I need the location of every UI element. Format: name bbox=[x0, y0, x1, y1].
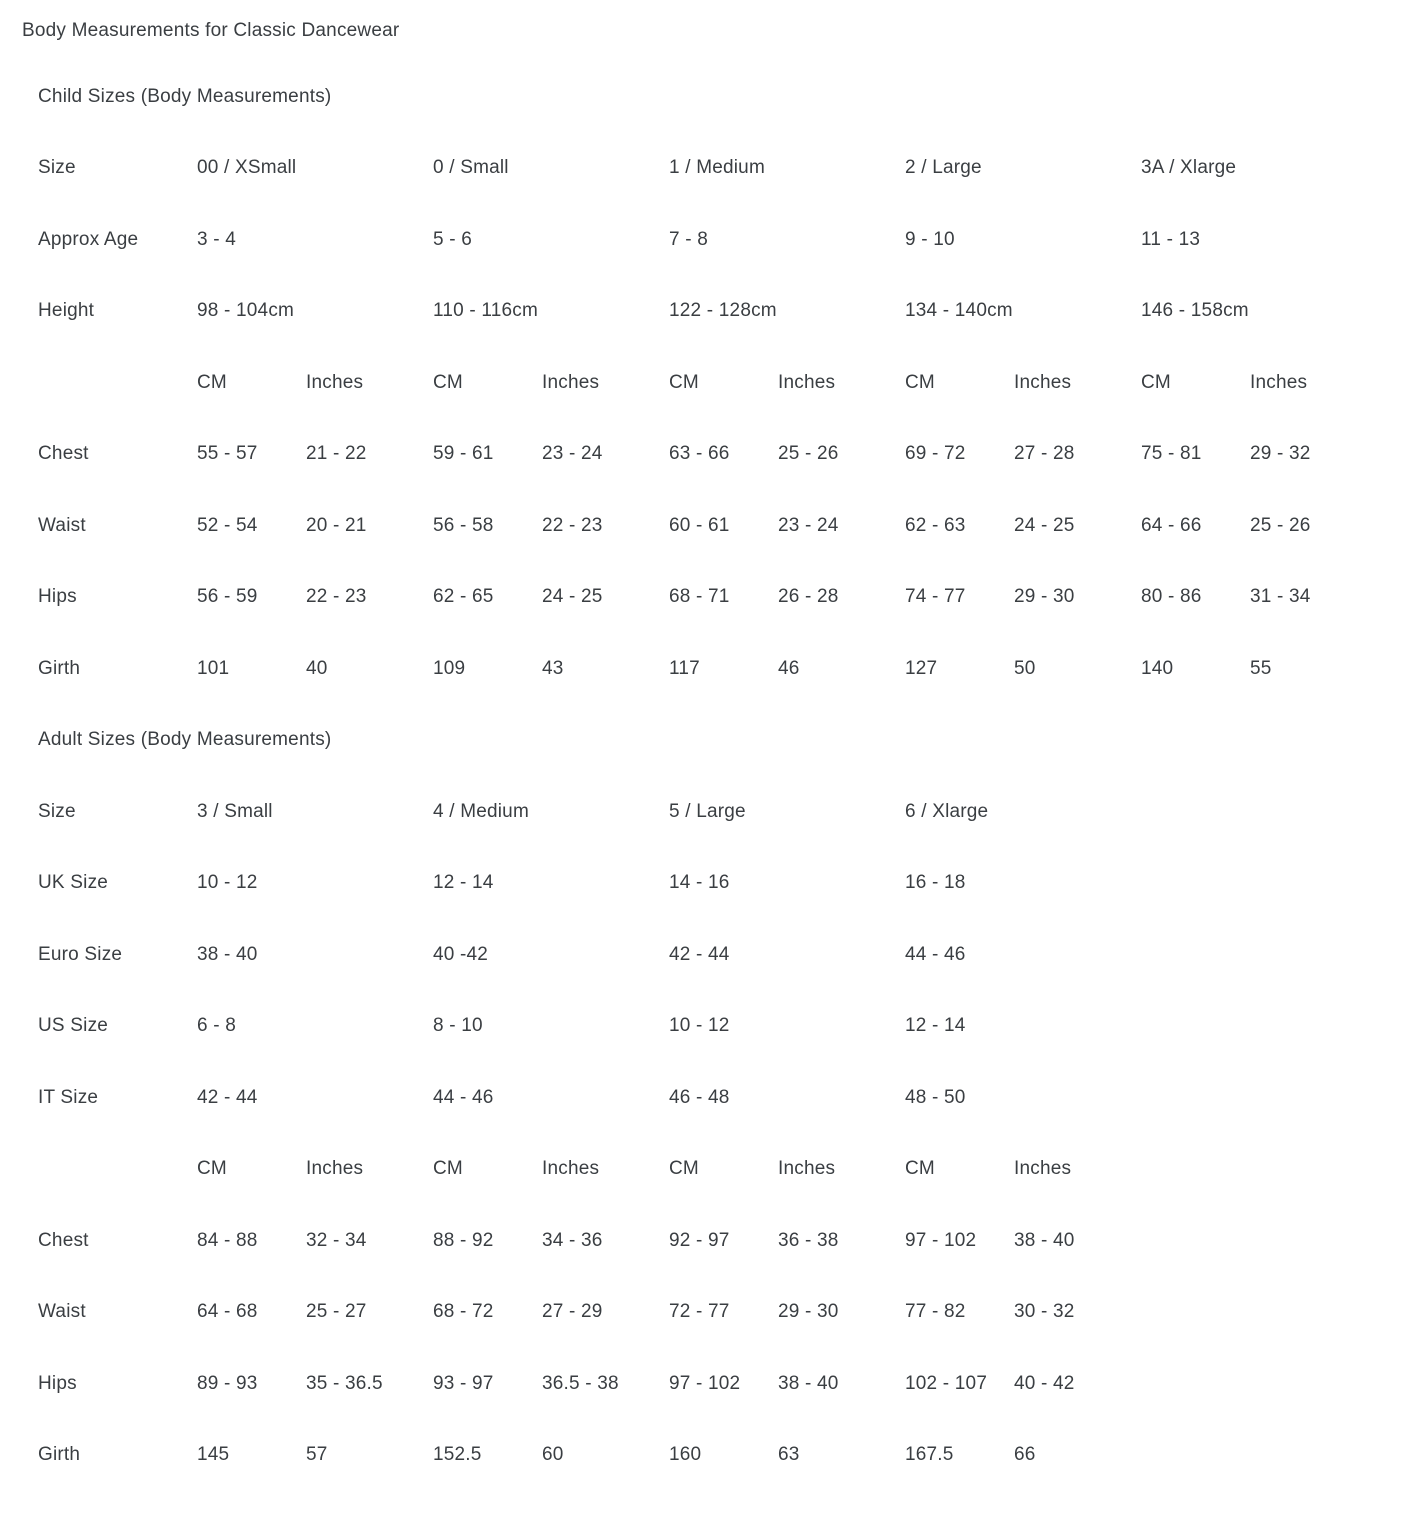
row-label: Waist bbox=[38, 1301, 86, 1323]
measure-value: 46 bbox=[778, 657, 800, 679]
measure-value: 38 - 40 bbox=[1014, 1229, 1075, 1251]
row-label: Girth bbox=[38, 1444, 81, 1466]
measure-value: 25 - 27 bbox=[306, 1301, 367, 1323]
measure-value: 55 bbox=[1250, 657, 1272, 679]
unit-header: Inches bbox=[1014, 1158, 1072, 1180]
height-value: 134 - 140cm bbox=[905, 300, 1013, 322]
age-value: 9 - 10 bbox=[905, 228, 955, 250]
measure-value: 26 - 28 bbox=[778, 586, 839, 608]
height-value: 98 - 104cm bbox=[197, 300, 295, 322]
it-size-value: 44 - 46 bbox=[433, 1086, 494, 1108]
measure-value: 30 - 32 bbox=[1014, 1301, 1075, 1323]
measure-value: 97 - 102 bbox=[669, 1372, 741, 1394]
measure-value: 29 - 32 bbox=[1250, 443, 1311, 465]
row-label: Size bbox=[38, 157, 76, 179]
row-label: US Size bbox=[38, 1015, 109, 1037]
unit-header: CM bbox=[197, 1158, 227, 1180]
size-value: 3A / Xlarge bbox=[1141, 157, 1237, 179]
measure-value: 40 - 42 bbox=[1014, 1372, 1075, 1394]
measure-value: 25 - 26 bbox=[778, 443, 839, 465]
adult-sizes-section bbox=[0, 705, 1404, 1492]
measure-value: 27 - 29 bbox=[542, 1301, 603, 1323]
unit-header: CM bbox=[1141, 371, 1171, 393]
measure-value: 23 - 24 bbox=[542, 443, 603, 465]
row-label: Size bbox=[38, 800, 76, 822]
measure-value: 109 bbox=[433, 657, 466, 679]
row-label: Chest bbox=[38, 1229, 89, 1251]
size-value: 6 / Xlarge bbox=[905, 800, 989, 822]
us-size-value: 12 - 14 bbox=[905, 1015, 966, 1037]
uk-size-value: 14 - 16 bbox=[669, 872, 730, 894]
unit-header: CM bbox=[905, 1158, 935, 1180]
child-sizes-section bbox=[0, 61, 1404, 705]
size-value: 3 / Small bbox=[197, 800, 273, 822]
row-label: Hips bbox=[38, 1372, 77, 1394]
measure-value: 34 - 36 bbox=[542, 1229, 603, 1251]
adult-chest-row bbox=[0, 1205, 1404, 1277]
measure-value: 62 - 65 bbox=[433, 586, 494, 608]
measure-value: 64 - 68 bbox=[197, 1301, 258, 1323]
measure-value: 66 bbox=[1014, 1444, 1036, 1466]
adult-hips-row bbox=[0, 1348, 1404, 1420]
row-label: UK Size bbox=[38, 872, 109, 894]
measure-value: 62 - 63 bbox=[905, 514, 966, 536]
measure-value: 35 - 36.5 bbox=[306, 1372, 383, 1394]
us-size-value: 10 - 12 bbox=[669, 1015, 730, 1037]
row-label: Hips bbox=[38, 586, 77, 608]
us-size-value: 6 - 8 bbox=[197, 1015, 237, 1037]
measure-value: 80 - 86 bbox=[1141, 586, 1202, 608]
measure-value: 93 - 97 bbox=[433, 1372, 494, 1394]
measure-value: 32 - 34 bbox=[306, 1229, 367, 1251]
measure-value: 21 - 22 bbox=[306, 443, 367, 465]
measure-value: 92 - 97 bbox=[669, 1229, 730, 1251]
uk-size-value: 10 - 12 bbox=[197, 872, 258, 894]
measure-value: 22 - 23 bbox=[306, 586, 367, 608]
measure-value: 60 - 61 bbox=[669, 514, 730, 536]
unit-header: Inches bbox=[306, 371, 364, 393]
adult-uk-size-row bbox=[0, 848, 1404, 920]
row-label: Chest bbox=[38, 443, 89, 465]
row-label: Waist bbox=[38, 514, 86, 536]
adult-us-size-row bbox=[0, 991, 1404, 1063]
measure-value: 140 bbox=[1141, 657, 1174, 679]
measure-value: 50 bbox=[1014, 657, 1036, 679]
measure-value: 102 - 107 bbox=[905, 1372, 988, 1394]
size-value: 0 / Small bbox=[433, 157, 509, 179]
age-value: 11 - 13 bbox=[1141, 228, 1201, 250]
row-label: Approx Age bbox=[38, 228, 139, 250]
child-girth-row bbox=[0, 633, 1404, 705]
euro-size-value: 42 - 44 bbox=[669, 943, 730, 965]
size-value: 5 / Large bbox=[669, 800, 746, 822]
adult-unit-header-row bbox=[0, 1134, 1404, 1206]
unit-header: Inches bbox=[778, 1158, 836, 1180]
measure-value: 29 - 30 bbox=[778, 1301, 839, 1323]
unit-header: CM bbox=[197, 371, 227, 393]
measure-value: 127 bbox=[905, 657, 938, 679]
measure-value: 23 - 24 bbox=[778, 514, 839, 536]
measure-value: 36 - 38 bbox=[778, 1229, 839, 1251]
measure-value: 88 - 92 bbox=[433, 1229, 494, 1251]
measure-value: 59 - 61 bbox=[433, 443, 494, 465]
unit-header: CM bbox=[433, 371, 463, 393]
size-value: 4 / Medium bbox=[433, 800, 529, 822]
measure-value: 89 - 93 bbox=[197, 1372, 258, 1394]
measure-value: 63 bbox=[778, 1444, 800, 1466]
unit-header: CM bbox=[905, 371, 935, 393]
measure-value: 57 bbox=[306, 1444, 328, 1466]
measure-value: 24 - 25 bbox=[1014, 514, 1075, 536]
age-value: 3 - 4 bbox=[197, 228, 237, 250]
it-size-value: 48 - 50 bbox=[905, 1086, 966, 1108]
unit-header: CM bbox=[669, 1158, 699, 1180]
height-value: 122 - 128cm bbox=[669, 300, 777, 322]
measure-value: 20 - 21 bbox=[306, 514, 367, 536]
unit-header: Inches bbox=[306, 1158, 364, 1180]
age-value: 7 - 8 bbox=[669, 228, 709, 250]
measure-value: 68 - 72 bbox=[433, 1301, 494, 1323]
measure-value: 60 bbox=[542, 1444, 564, 1466]
measure-value: 75 - 81 bbox=[1141, 443, 1202, 465]
adult-size-row bbox=[0, 776, 1404, 848]
measure-value: 63 - 66 bbox=[669, 443, 730, 465]
euro-size-value: 44 - 46 bbox=[905, 943, 966, 965]
measure-value: 84 - 88 bbox=[197, 1229, 258, 1251]
child-approx-age-row bbox=[0, 204, 1404, 276]
us-size-value: 8 - 10 bbox=[433, 1015, 483, 1037]
measure-value: 25 - 26 bbox=[1250, 514, 1311, 536]
measure-value: 38 - 40 bbox=[778, 1372, 839, 1394]
measure-value: 167.5 bbox=[905, 1444, 954, 1466]
measure-value: 69 - 72 bbox=[905, 443, 966, 465]
height-value: 110 - 116cm bbox=[433, 300, 538, 322]
size-value: 00 / XSmall bbox=[197, 157, 297, 179]
measure-value: 55 - 57 bbox=[197, 443, 258, 465]
measure-value: 52 - 54 bbox=[197, 514, 258, 536]
child-waist-row bbox=[0, 490, 1404, 562]
unit-header: CM bbox=[433, 1158, 463, 1180]
measure-value: 56 - 59 bbox=[197, 586, 258, 608]
measure-value: 31 - 34 bbox=[1250, 586, 1311, 608]
measure-value: 68 - 71 bbox=[669, 586, 730, 608]
child-size-row bbox=[0, 133, 1404, 205]
measure-value: 117 bbox=[669, 657, 700, 679]
measure-value: 29 - 30 bbox=[1014, 586, 1075, 608]
child-section-title: Child Sizes (Body Measurements) bbox=[38, 85, 332, 107]
adult-waist-row bbox=[0, 1277, 1404, 1349]
unit-header: Inches bbox=[542, 371, 600, 393]
child-hips-row bbox=[0, 562, 1404, 634]
height-value: 146 - 158cm bbox=[1141, 300, 1249, 322]
measure-value: 43 bbox=[542, 657, 564, 679]
measure-value: 101 bbox=[197, 657, 230, 679]
it-size-value: 46 - 48 bbox=[669, 1086, 730, 1108]
unit-header: Inches bbox=[1250, 371, 1308, 393]
measure-value: 64 - 66 bbox=[1141, 514, 1202, 536]
row-label: Height bbox=[38, 300, 95, 322]
age-value: 5 - 6 bbox=[433, 228, 473, 250]
measure-value: 36.5 - 38 bbox=[542, 1372, 619, 1394]
measure-value: 160 bbox=[669, 1444, 702, 1466]
uk-size-value: 12 - 14 bbox=[433, 872, 494, 894]
adult-it-size-row bbox=[0, 1062, 1404, 1134]
measure-value: 152.5 bbox=[433, 1444, 482, 1466]
adult-euro-size-row bbox=[0, 919, 1404, 991]
page-title: Body Measurements for Classic Dancewear bbox=[22, 19, 400, 41]
measure-value: 40 bbox=[306, 657, 328, 679]
measure-value: 74 - 77 bbox=[905, 586, 966, 608]
measure-value: 72 - 77 bbox=[669, 1301, 730, 1323]
it-size-value: 42 - 44 bbox=[197, 1086, 258, 1108]
row-label: IT Size bbox=[38, 1086, 99, 1108]
measure-value: 56 - 58 bbox=[433, 514, 494, 536]
measure-value: 24 - 25 bbox=[542, 586, 603, 608]
row-label: Girth bbox=[38, 657, 81, 679]
measure-value: 145 bbox=[197, 1444, 230, 1466]
euro-size-value: 40 -42 bbox=[433, 943, 489, 965]
size-value: 2 / Large bbox=[905, 157, 982, 179]
size-value: 1 / Medium bbox=[669, 157, 765, 179]
measure-value: 22 - 23 bbox=[542, 514, 603, 536]
unit-header: CM bbox=[669, 371, 699, 393]
child-height-row bbox=[0, 276, 1404, 348]
unit-header: Inches bbox=[542, 1158, 600, 1180]
measure-value: 27 - 28 bbox=[1014, 443, 1075, 465]
uk-size-value: 16 - 18 bbox=[905, 872, 966, 894]
row-label: Euro Size bbox=[38, 943, 123, 965]
euro-size-value: 38 - 40 bbox=[197, 943, 258, 965]
adult-section-title: Adult Sizes (Body Measurements) bbox=[38, 729, 332, 751]
measure-value: 97 - 102 bbox=[905, 1229, 977, 1251]
unit-header: Inches bbox=[778, 371, 836, 393]
adult-girth-row bbox=[0, 1420, 1404, 1492]
unit-header: Inches bbox=[1014, 371, 1072, 393]
measure-value: 77 - 82 bbox=[905, 1301, 966, 1323]
child-unit-header-row bbox=[0, 347, 1404, 419]
child-chest-row bbox=[0, 419, 1404, 491]
